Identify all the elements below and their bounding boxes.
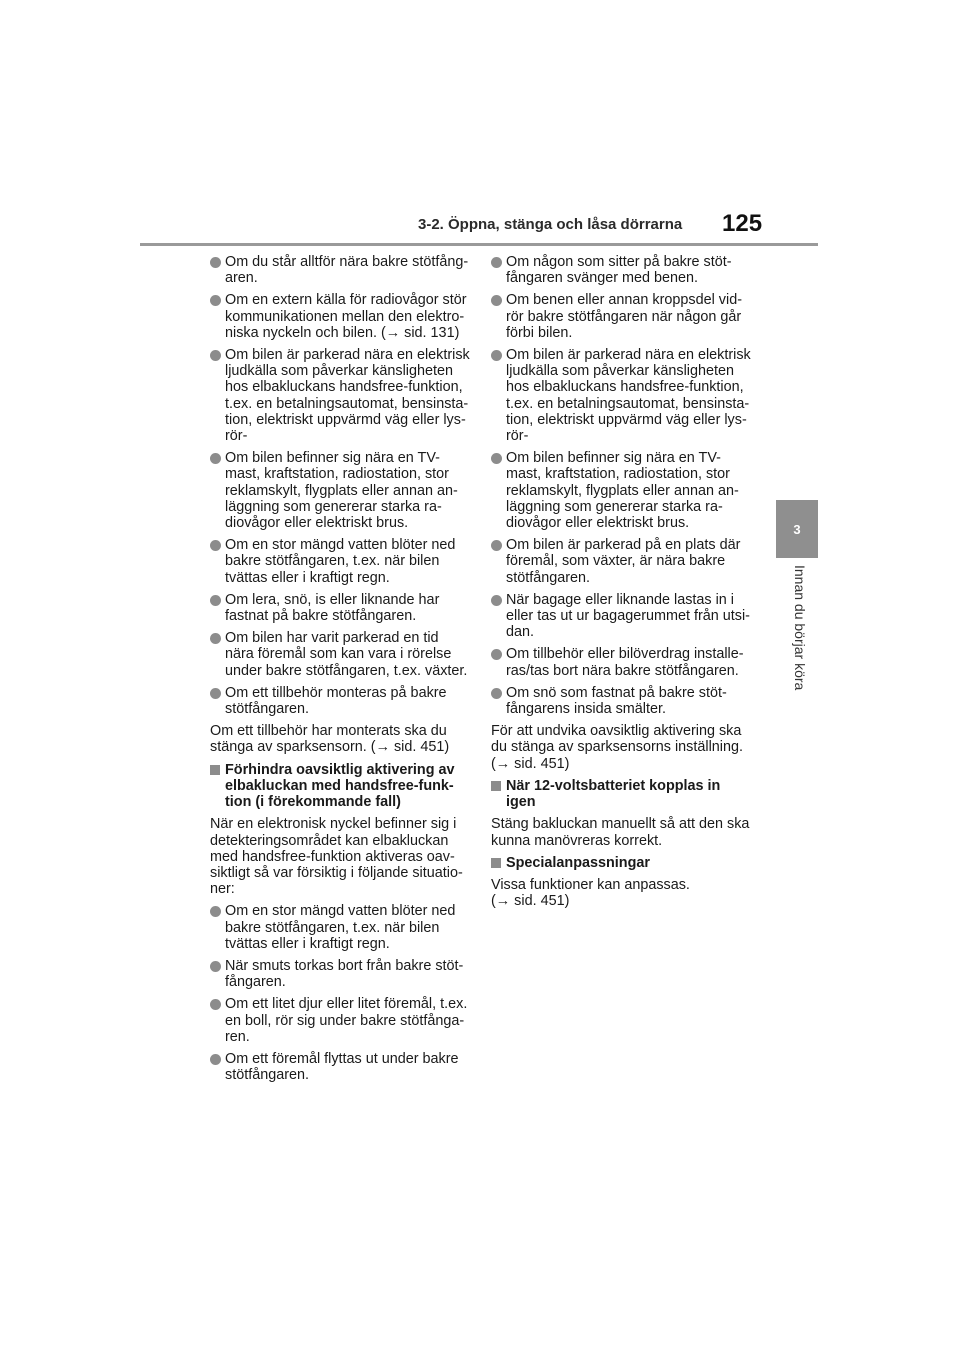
list-item [210,254,478,286]
item-text: Om bilen är parkerad på en plats där föremål, som växter, är nära bakre stötfångaren. [506,537,741,586]
right-column [491,254,759,915]
list-item [491,347,759,444]
list-item [210,903,478,952]
bullet-icon [210,688,221,699]
section-title: 3-2. Öppna, stänga och låsa dörrarna [418,216,683,233]
list-item [210,996,478,1045]
item-text: Om bilen befinner sig nära en TV- mast, kraftstation, radiostation, stor reklamskylt, flygplats eller annan an- läggning som genererar starka ra- diovågor eller elektriskt brus. [225,450,458,532]
paragraph [491,723,759,772]
list-item [210,1051,478,1083]
item-text: När bagage eller liknande lastas in i eller tas ut ur bagagerummet från utsi- dan. [506,591,750,641]
list-item [491,537,759,586]
item-text: Om benen eller annan kroppsdel vid- rör bakre stötfångaren när någon går förbi bilen. [506,292,742,341]
bullet-icon [491,688,502,699]
list-item [210,537,478,586]
bullet-icon [210,295,221,306]
bullet-icon [491,595,502,606]
list-item [491,292,759,341]
item-text: Om en stor mängd vatten blöter ned bakre stötfångaren, t.ex. när bilen tvättas eller i kraftigt regn. [225,537,456,586]
bullet-icon [210,906,221,917]
paragraph [210,816,478,897]
bullet-icon [210,540,221,551]
list-item [491,646,759,678]
bullet-icon [210,350,221,361]
item-text: Vissa funktioner kan anpassas. (→ sid. 451) [491,876,690,910]
item-text: Om ett tillbehör monteras på bakre stötfångaren. [225,684,447,718]
page-number: 125 [722,210,763,237]
list-item [491,685,759,717]
item-text: Om ett föremål flyttas ut under bakre stötfångaren. [225,1050,459,1084]
bullet-icon [491,540,502,551]
item-text: Förhindra oavsiktlig aktivering av elbakluckan med handsfree-funk- tion (i förekommande fall) [225,761,455,811]
list-item [210,630,478,679]
list-item [210,347,478,444]
list-item [491,254,759,286]
item-text: När en elektronisk nyckel befinner sig i detekteringsområdet kan elbakluckan med handsfree-funktion aktiveras oav- siktligt så var försiktig i följande situatio- ner: [210,816,463,898]
list-item [210,450,478,531]
subheading [491,778,759,810]
chapter-label: Innan du börjar köra [792,565,808,691]
bullet-icon [210,961,221,972]
item-text: När smuts torkas bort från bakre stöt- fångaren. [225,957,464,991]
item-text: Om ett litet djur eller litet föremål, t.ex. en boll, rör sig under bakre stötfånga- ren. [225,996,468,1045]
item-text: Specialanpassningar [506,854,650,871]
item-text: Stäng bakluckan manuellt så att den ska kunna manövreras korrekt. [491,816,750,849]
item-text: Om bilen är parkerad nära en elektrisk ljudkälla som påverkar känsligheten hos elbakluckans handsfree-funktion, t.ex. en betalningsautomat, bensinsta- tion, elektriskt uppvärmd väg eller lys- rör- [506,347,751,445]
item-text: Om en stor mängd vatten blöter ned bakre stötfångaren, t.ex. när bilen tvättas eller i kraftigt regn. [225,903,456,952]
square-bullet-icon [491,858,501,868]
list-item [491,592,759,641]
chapter-tab [776,500,818,558]
item-text: Om en extern källa för radiovågor stör kommunikationen mellan den elektro- niska nyckeln och bilen. (→ sid. 131) [225,292,467,341]
item-text: Om lera, snö, is eller liknande har fastnat på bakre stötfångaren. [225,591,440,625]
list-item [210,292,478,341]
item-text: Om bilen har varit parkerad en tid nära föremål som kan vara i rörelse under bakre stötfångaren, t.ex. växter. [225,630,468,679]
square-bullet-icon [491,781,501,791]
left-column [210,254,478,1089]
square-bullet-icon [210,765,220,775]
paragraph [491,877,759,909]
bullet-icon [210,633,221,644]
bullet-icon [210,257,221,268]
item-text: Om du står alltför nära bakre stötfång- aren. [225,254,469,287]
list-item [491,450,759,531]
item-text: Om tillbehör eller bilöverdrag installe- ras/tas bort nära bakre stötfångaren. [506,646,744,679]
item-text: Om bilen befinner sig nära en TV- mast, kraftstation, radiostation, stor reklamskylt, flygplats eller annan an- läggning som genererar starka ra- diovågor eller elektriskt brus. [506,450,739,532]
bullet-icon [210,453,221,464]
item-text: När 12-voltsbatteriet kopplas in igen [506,777,721,811]
item-text: För att undvika oavsiktlig aktivering ska du stänga av sparksensorns inställning. (→ sid. 451) [491,723,743,772]
chapter-number: 3 [793,521,801,537]
list-item [210,592,478,624]
bullet-icon [210,999,221,1010]
bullet-icon [210,1054,221,1065]
list-item [210,958,478,990]
subheading [491,855,759,871]
list-item [210,685,478,717]
item-text: Om snö som fastnat på bakre stöt- fångarens insida smälter. [506,684,727,718]
paragraph [210,723,478,755]
item-text: Om någon som sitter på bakre stöt- fångaren svänger med benen. [506,254,732,287]
subheading [210,762,478,811]
header-divider [140,243,818,246]
bullet-icon [491,453,502,464]
item-text: Om bilen är parkerad nära en elektrisk ljudkälla som påverkar känsligheten hos elbakluckans handsfree-funktion, t.ex. en betalningsautomat, bensinsta- tion, elektriskt uppvärmd väg eller lys- rör- [225,347,470,445]
paragraph [491,816,759,848]
bullet-icon [491,350,502,361]
bullet-icon [210,595,221,606]
bullet-icon [491,295,502,306]
bullet-icon [491,649,502,660]
item-text: Om ett tillbehör har monterats ska du stänga av sparksensorn. (→ sid. 451) [210,723,450,756]
bullet-icon [491,257,502,268]
